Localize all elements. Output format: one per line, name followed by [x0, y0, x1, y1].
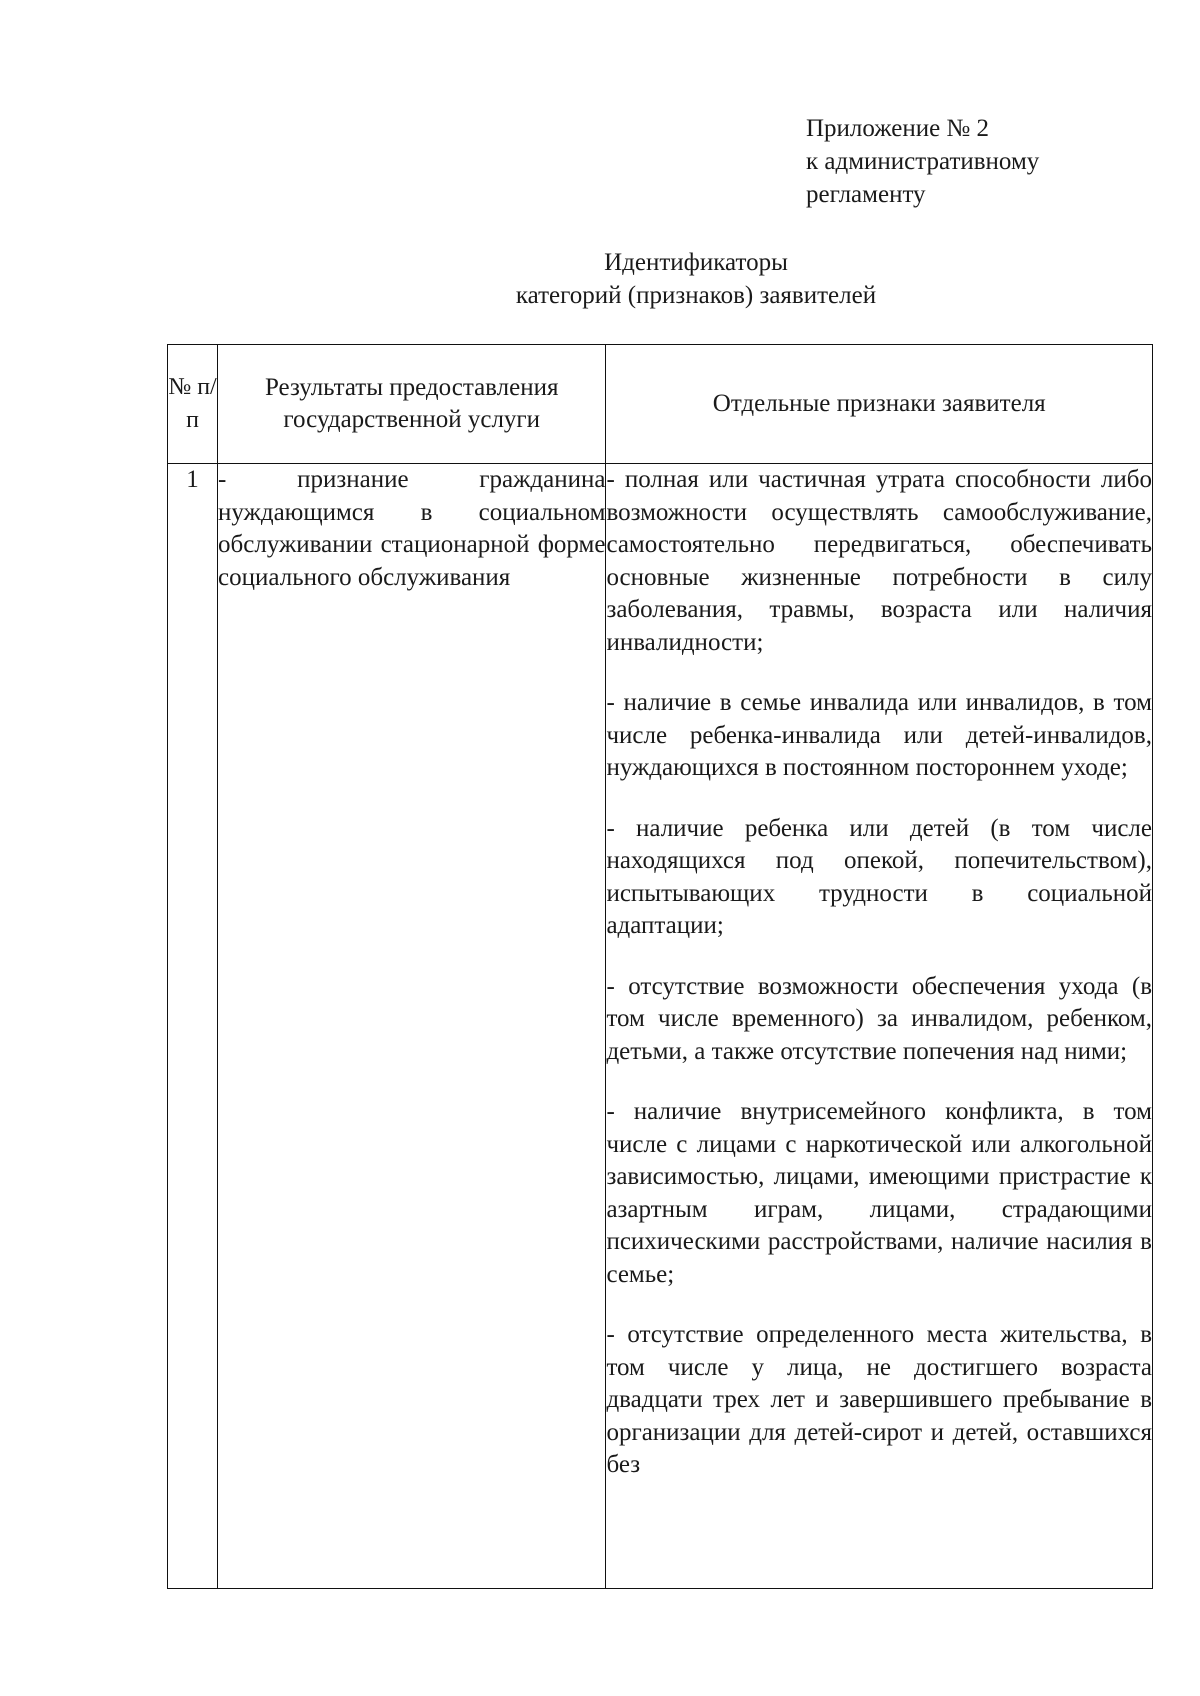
sign-item: - отсутствие определенного места жительства, в том числе у лица, не достигшего возраста двадцати трех лет и завершившего пребывание в организации для детей-сирот и детей, оставшихся без	[606, 1321, 1152, 1478]
title-line-2: категорий (признаков) заявителей	[515, 282, 877, 309]
identifiers-table	[167, 344, 1153, 1589]
sign-item: - отсутствие возможности обеспечения ухода (в том числе временного) за инвалидом, ребенком, детьми, а также отсутствие попечения над ними;	[606, 972, 1152, 1065]
document-title	[0, 246, 1200, 312]
row-num: 1	[168, 464, 218, 1589]
header-num: № п/п	[168, 345, 218, 464]
title-line-1: Идентификаторы	[604, 249, 788, 276]
sign-item: - наличие внутрисемейного конфликта, в том числе с лицами с наркотической или алкогольной зависимостью, лицами, имеющими пристрастие к азартным играм, лицами, страдающими психическими расстройствами, наличие насилия в семье;	[606, 1098, 1152, 1288]
appendix-line-2: к административному	[806, 148, 1040, 175]
row-signs	[606, 464, 1153, 1589]
appendix-line-1: Приложение № 2	[806, 115, 990, 142]
table-row	[168, 464, 1153, 1589]
sign-item: - наличие ребенка или детей (в том числе находящихся под опекой, попечительством), испытывающих трудности в социальной адаптации;	[606, 814, 1152, 939]
header-result: Результаты предоставления государственной услуги	[218, 345, 606, 464]
sign-item: - полная или частичная утрата способности либо возможности осуществлять самообслуживание, самостоятельно передвигаться, обеспечивать основные жизненные потребности в силу заболевания, травмы, возраста или наличия инвалидности;	[606, 466, 1152, 656]
appendix-header	[806, 112, 1039, 211]
sign-item: - наличие в семье инвалида или инвалидов, в том числе ребенка-инвалида или детей-инвалидов, нуждающихся в постоянном постороннем уходе;	[606, 689, 1152, 781]
header-signs: Отдельные признаки заявителя	[606, 345, 1153, 464]
appendix-line-3: регламенту	[806, 181, 926, 208]
row-result: - признание гражданина нуждающимся в социальном обслуживании стационарной форме социального обслуживания	[218, 464, 606, 1589]
table-header-row	[168, 345, 1153, 464]
